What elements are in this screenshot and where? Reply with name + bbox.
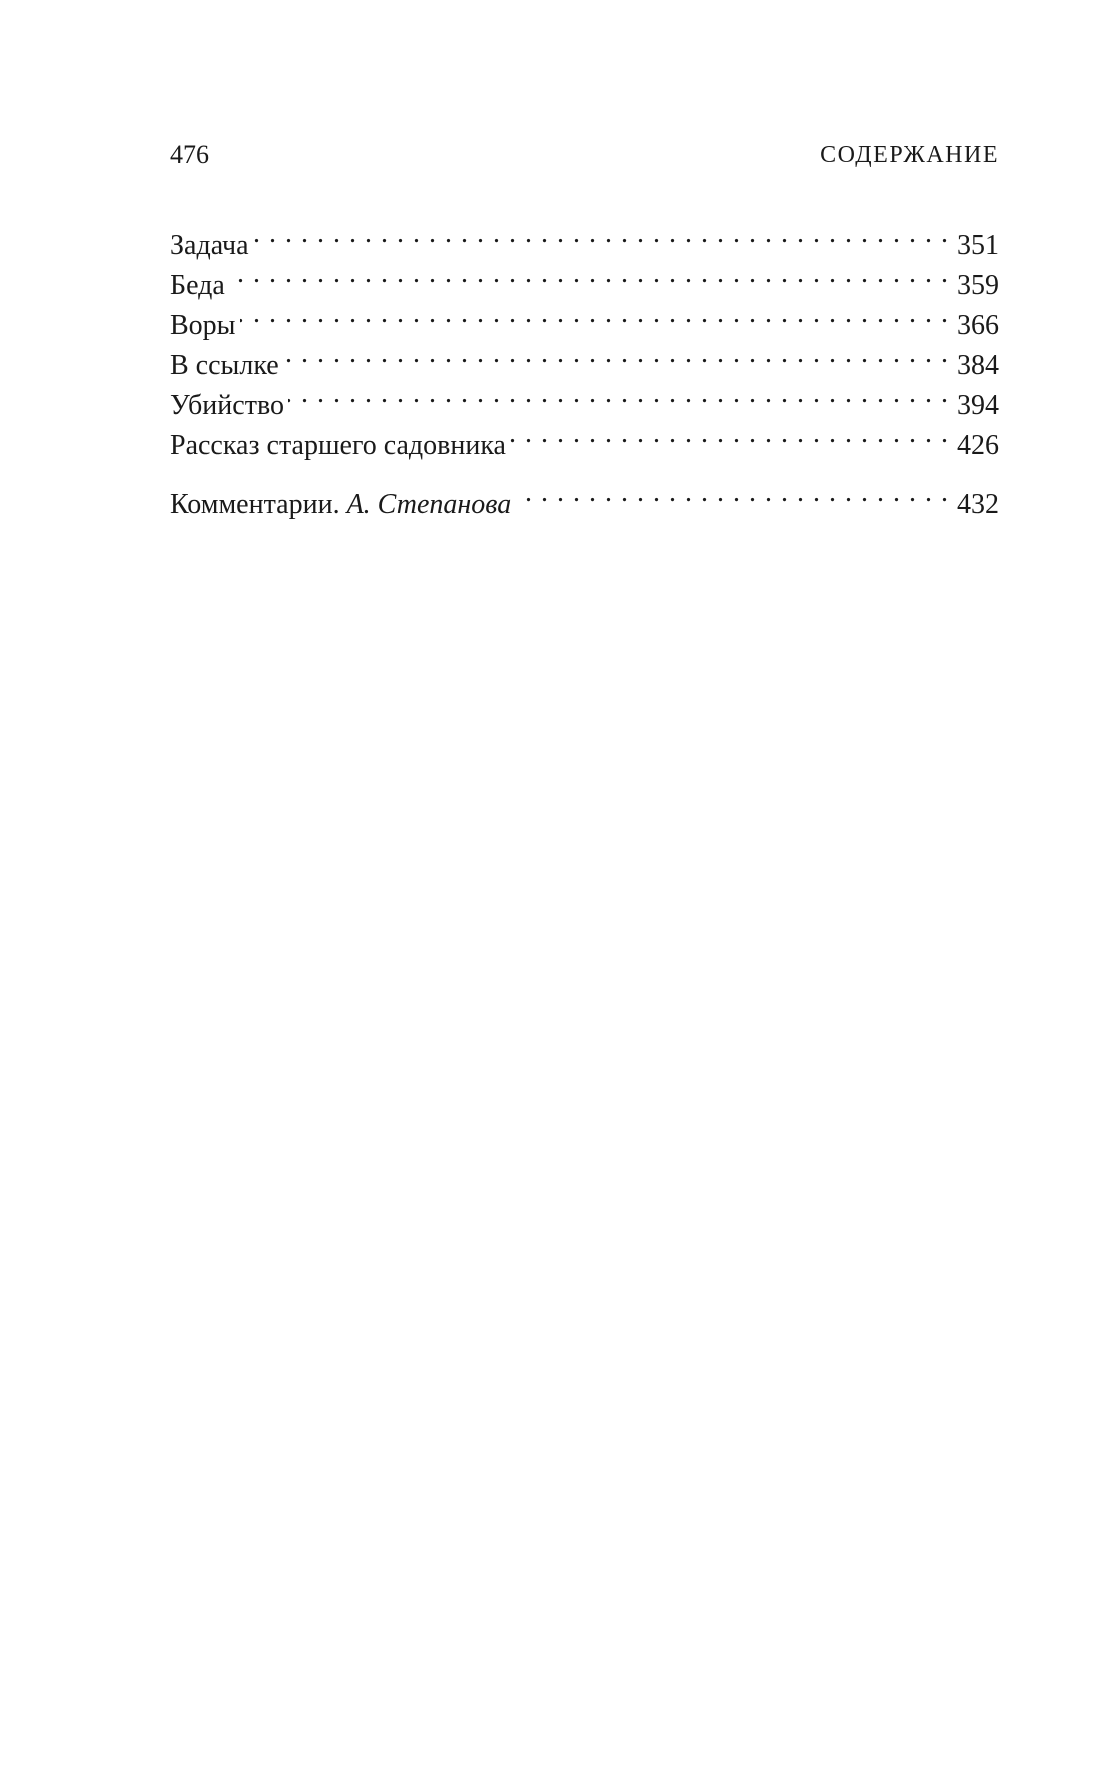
commentary-author: А. Степанова — [346, 489, 512, 520]
dot-leader — [283, 334, 949, 374]
toc-entry-page: 359 — [957, 270, 999, 301]
page-number: 476 — [170, 140, 209, 169]
toc-entry — [170, 374, 999, 421]
dot-leader — [510, 414, 949, 454]
toc-entry — [170, 254, 999, 301]
dot-leader — [229, 254, 949, 294]
dot-leader — [253, 214, 949, 254]
toc-entry-title: Беда — [170, 270, 225, 301]
toc-entry-title: Воры — [170, 310, 236, 341]
toc-entry-page: 384 — [957, 350, 999, 381]
toc-entry — [170, 294, 999, 341]
commentary-title: Комментарии. — [170, 489, 340, 520]
toc-entry — [170, 214, 999, 261]
running-head — [170, 138, 999, 172]
toc-entry-title: В ссылке — [170, 350, 279, 381]
toc-entry-page: 351 — [957, 230, 999, 261]
table-of-contents — [170, 214, 999, 520]
toc-entry-title — [170, 485, 515, 525]
toc-entry-title: Задача — [170, 230, 249, 261]
running-title: СОДЕРЖАНИЕ — [820, 142, 999, 168]
toc-entry — [170, 334, 999, 381]
toc-entry-page: 432 — [957, 489, 999, 520]
toc-entry-page: 366 — [957, 310, 999, 341]
dot-leader — [288, 374, 949, 414]
toc-entry-title: Убийство — [170, 390, 284, 421]
dot-leader — [240, 294, 950, 334]
toc-entry-page: 426 — [957, 430, 999, 461]
toc-entry — [170, 414, 999, 461]
toc-entry-page: 394 — [957, 390, 999, 421]
dot-leader — [515, 473, 949, 513]
toc-entry-commentary — [170, 473, 999, 520]
toc-entry-title: Рассказ старшего садовника — [170, 430, 506, 461]
